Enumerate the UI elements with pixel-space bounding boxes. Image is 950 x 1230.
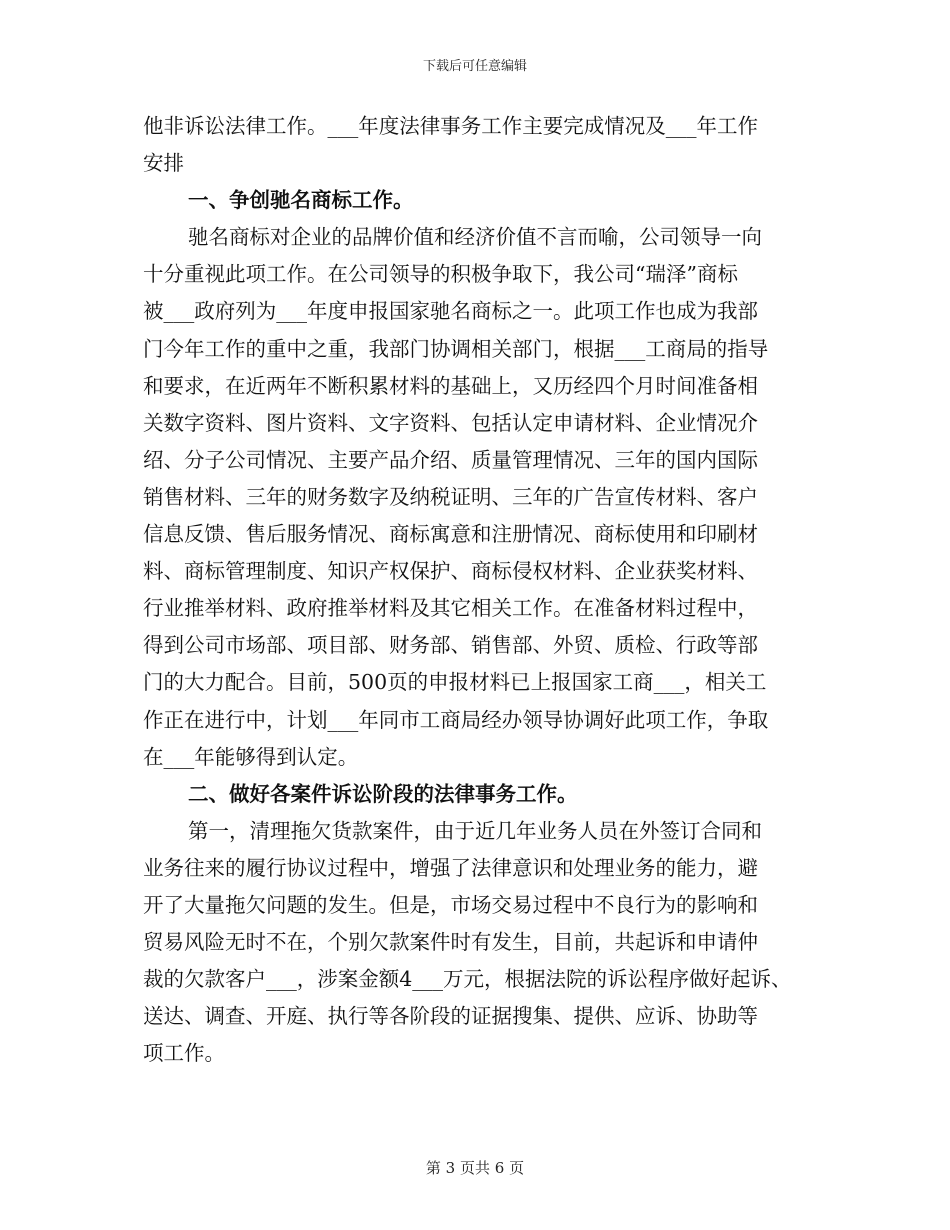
section-heading-line: 二、做好各案件诉讼阶段的法律事务工作。 xyxy=(188,781,578,806)
paragraph-line: 项工作。 xyxy=(143,1041,225,1066)
paragraph-line: 关数字资料、图片资料、文字资料、包括认定申请材料、企业情况介 xyxy=(143,410,758,435)
paragraph-line: 信息反馈、售后服务情况、商标寓意和注册情况、商标使用和印刷材 xyxy=(143,522,758,547)
paragraph-line: 贸易风险无时不在，个别欠款案件时有发生，目前，共起诉和申请仲 xyxy=(143,930,758,955)
paragraph-line: 他非诉讼法律工作。___年度法律事务工作主要完成情况及___年工作 xyxy=(143,114,758,138)
page-header-note: 下载后可任意编辑 xyxy=(422,59,527,74)
paragraph-line: 和要求，在近两年不断积累材料的基础上，又历经四个月时间准备相 xyxy=(143,373,758,398)
paragraph-line: 十分重视此项工作。在公司领导的积极争取下，我公司“瑞泽”商标 xyxy=(143,262,738,287)
document-body xyxy=(143,108,826,1072)
paragraph-line: 销售材料、三年的财务数字及纳税证明、三年的广告宣传材料、客户 xyxy=(143,484,758,509)
paragraph-line: 业务往来的履行协议过程中，增强了法律意识和处理业务的能力，避 xyxy=(143,855,758,880)
paragraph-line: 第一，清理拖欠货款案件，由于近几年业务人员在外签订合同和 xyxy=(188,818,762,843)
paragraph-line: 在___年能够得到认定。 xyxy=(143,744,359,769)
section-heading-line: 一、争创驰名商标工作。 xyxy=(188,188,414,213)
paragraph-line: 开了大量拖欠问题的发生。但是，市场交易过程中不良行为的影响和 xyxy=(143,892,758,917)
paragraph-line: 被___政府列为___年度申报国家驰名商标之一。此项工作也成为我部 xyxy=(143,299,758,324)
paragraph-line: 安排 xyxy=(143,151,184,176)
paragraph-line: 送达、调查、开庭、执行等各阶段的证据搜集、提供、应诉、协助等 xyxy=(143,1004,758,1029)
paragraph-line: 门今年工作的重中之重，我部门协调相关部门，根据___工商局的指导 xyxy=(143,336,769,361)
paragraph-line: 作正在进行中，计划___年同市工商局经办领导协调好此项工作，争取 xyxy=(143,707,769,732)
paragraph-line: 得到公司市场部、项目部、财务部、销售部、外贸、质检、行政等部 xyxy=(143,633,758,658)
paragraph-line: 裁的欠款客户___，涉案金额4___万元，根据法院的诉讼程序做好起诉、 xyxy=(143,967,792,992)
paragraph-line: 料、商标管理制度、知识产权保护、商标侵权材料、企业获奖材料、 xyxy=(143,559,758,584)
paragraph-line: 驰名商标对企业的品牌价值和经济价值不言而喻，公司领导一向 xyxy=(188,225,762,250)
paragraph-line: 绍、分子公司情况、主要产品介绍、质量管理情况、三年的国内国际 xyxy=(143,447,758,472)
paragraph-line: 行业推举材料、政府推举材料及其它相关工作。在准备材料过程中， xyxy=(143,596,758,621)
paragraph-line: 门的大力配合。目前，500页的申报材料已上报国家工商___，相关工 xyxy=(143,670,767,695)
page-number-footer: 第 3 页共 6 页 xyxy=(425,1159,525,1177)
